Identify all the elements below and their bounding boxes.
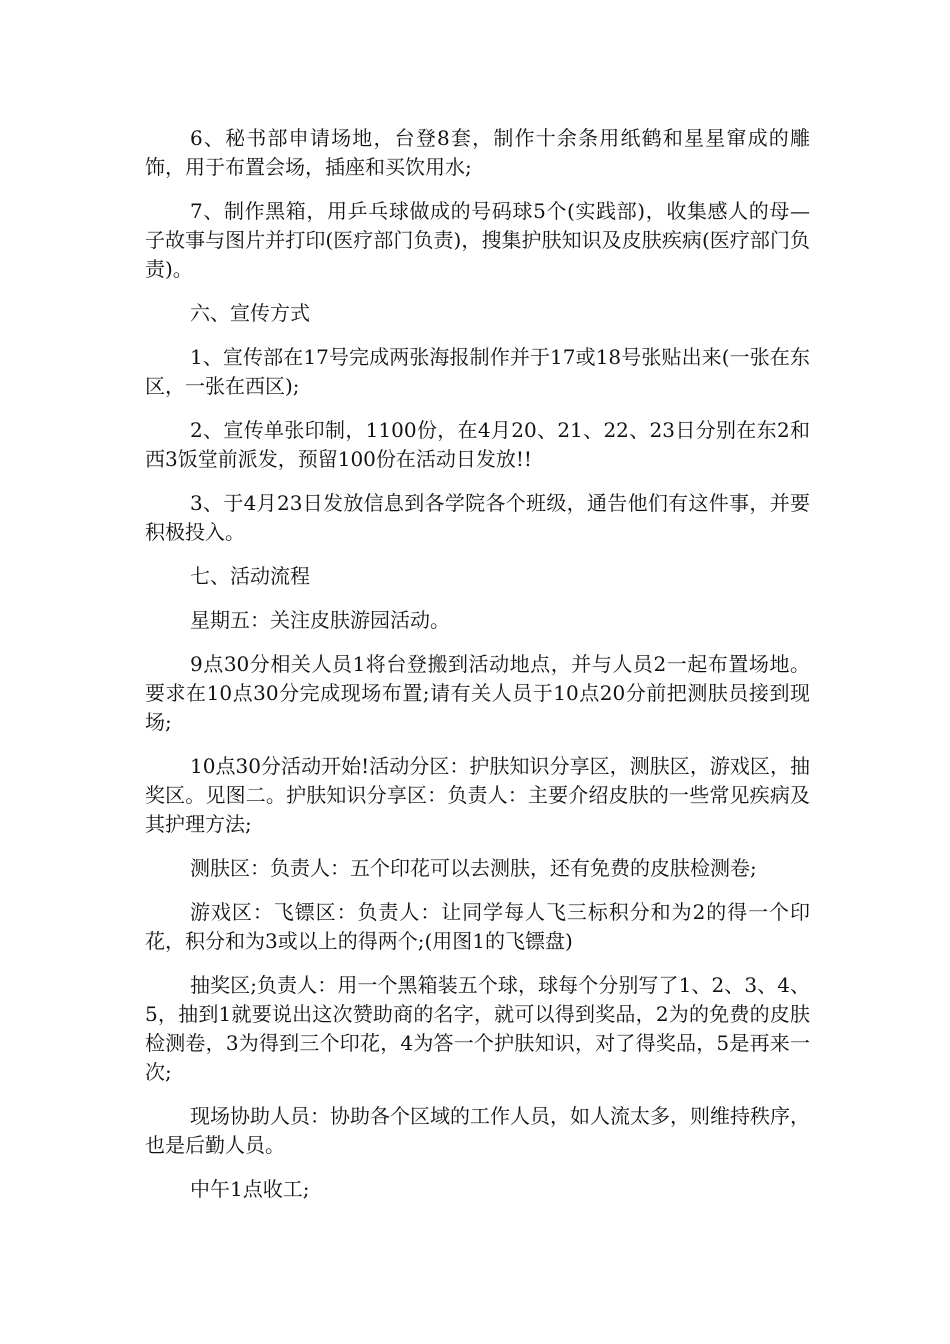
process-start: 10点30分活动开始!活动分区：护肤知识分享区，测肤区，游戏区，抽奖区。见图二。护肤知识分享区：负责人：主要介绍皮肤的一些常见疾病及其护理方法; <box>145 754 810 836</box>
document-body <box>145 124 810 1219</box>
zone-lottery: 抽奖区;负责人：用一个黑箱装五个球，球每个分别写了1、2、3、4、5，抽到1就要说出这次赞助商的名字，就可以得到奖品，2为的免费的皮肤检测卷，3为得到三个印花，4为答一个护肤知识，对了得奖品，5是再来一次; <box>145 973 810 1084</box>
section-heading-publicity: 六、宣传方式 <box>190 301 310 325</box>
process-day: 星期五：关注皮肤游园活动。 <box>190 608 450 632</box>
process-end: 中午1点收工; <box>190 1177 310 1201</box>
process-setup: 9点30分相关人员1将台登搬到活动地点，并与人员2一起布置场地。要求在10点30分完成现场布置;请有关人员于10点20分前把测肤员接到现场; <box>145 652 810 734</box>
paragraph-item-6: 6、秘书部申请场地，台登8套，制作十余条用纸鹤和星星窜成的雕饰，用于布置会场，插座和买饮用水; <box>145 126 810 179</box>
publicity-item-1: 1、宣传部在17号完成两张海报制作并于17或18号张贴出来(一张在东区，一张在西区); <box>145 345 810 398</box>
zone-skin-test: 测肤区：负责人：五个印花可以去测肤，还有免费的皮肤检测卷; <box>190 856 757 880</box>
publicity-item-3: 3、于4月23日发放信息到各学院各个班级，通告他们有这件事，并要积极投入。 <box>145 491 810 544</box>
zone-game: 游戏区：飞镖区：负责人：让同学每人飞三标积分和为2的得一个印花，积分和为3或以上的得两个;(用图1的飞镖盘) <box>145 900 810 953</box>
publicity-item-2: 2、宣传单张印制，1100份，在4月20、21、22、23日分别在东2和西3饭堂前派发，预留100份在活动日发放!! <box>145 418 810 471</box>
onsite-assistants: 现场协助人员：协助各个区域的工作人员，如人流太多，则维持秩序，也是后勤人员。 <box>145 1104 810 1157</box>
section-heading-process: 七、活动流程 <box>190 564 310 588</box>
paragraph-item-7: 7、制作黑箱，用乒乓球做成的号码球5个(实践部)，收集感人的母—子故事与图片并打印(医疗部门负责)，搜集护肤知识及皮肤疾病(医疗部门负责)。 <box>145 199 810 281</box>
